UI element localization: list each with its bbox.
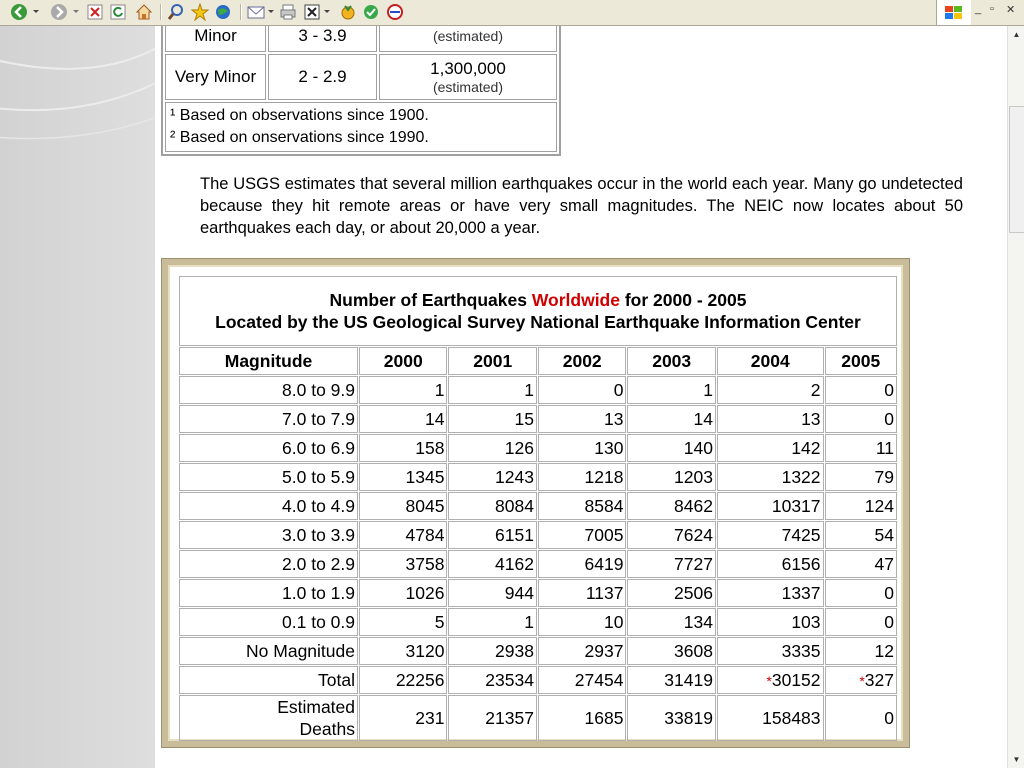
count-cell: 124 [825,492,897,520]
magnitude-range: No Magnitude [179,637,358,665]
scroll-down-icon[interactable]: ▼ [1012,755,1021,764]
magnitude-range: 7.0 to 7.9 [179,405,358,433]
forward-icon[interactable] [48,3,70,21]
table-row [179,405,897,433]
asterisk-mark: * [859,672,865,689]
search-icon[interactable] [165,3,187,21]
refresh-icon[interactable] [108,3,128,21]
column-header: 2004 [717,347,824,375]
usgs-paragraph: The USGS estimates that several million earthquakes occur in the world each year. Many go undetected because they hit remote areas or have very small magnitudes. The NEIC now locates about 50 earthquakes each day, or about 20,000 a year. [200,175,963,237]
asterisk-mark: * [766,672,772,689]
count-cell: 1203 [627,463,715,491]
deaths-cell: 158483 [717,695,824,741]
count-cell: 13 [538,405,626,433]
column-header: Magnitude [179,347,358,375]
left-background [0,26,155,768]
count-cell: 4784 [359,521,447,549]
total-value: 27454 [574,669,624,690]
deaths-cell: 21357 [448,695,536,741]
table-body [179,376,897,665]
count-cell: 1026 [359,579,447,607]
count-cell: 5 [359,608,447,636]
total-cell [825,666,897,694]
count-cell: 1243 [448,463,536,491]
table-row [179,550,897,578]
count-cell: 2937 [538,637,626,665]
count-cell: 1 [448,376,536,404]
magnitude-range: 1.0 to 1.9 [179,579,358,607]
mail-dropdown-icon[interactable] [266,3,276,21]
count-cell: 1137 [538,579,626,607]
count-cell: 6156 [717,550,824,578]
count-cell: 2506 [627,579,715,607]
count-cell: 944 [448,579,536,607]
total-value: 31419 [664,669,713,690]
count-cell: 54 [825,521,897,549]
row-magnitude: 2 - 2.9 [268,54,377,100]
table-row [165,26,557,52]
total-label: Total [179,666,358,694]
count-cell: 14 [627,405,715,433]
count-cell: 0 [538,376,626,404]
count-cell: 6151 [448,521,536,549]
table-title: Number of Earthquakes Worldwide for 2000 - 2005 Located by the US Geological Survey National Earthquake Information Center [179,276,897,346]
count-cell: 158 [359,434,447,462]
count-cell: 126 [448,434,536,462]
deaths-cell: 1685 [538,695,626,741]
count-cell: 11 [825,434,897,462]
deaths-cell: 231 [359,695,447,741]
table-row [179,463,897,491]
column-header: 2002 [538,347,626,375]
count-cell: 8084 [448,492,536,520]
total-row [179,666,897,694]
column-header: 2000 [359,347,447,375]
magnitude-summary-table [161,26,561,156]
scroll-up-icon[interactable]: ▲ [1012,30,1021,39]
minimize-icon[interactable]: _ [975,3,982,15]
page-content [155,26,1007,768]
header-row [179,347,897,375]
footnote: ¹ Based on observations since 1900. [170,107,429,124]
count-cell: 3608 [627,637,715,665]
count-cell: 10317 [717,492,824,520]
count-cell: 140 [627,434,715,462]
stop-icon[interactable] [85,3,105,21]
column-header: 2003 [627,347,715,375]
table-row [179,608,897,636]
count-cell: 1 [359,376,447,404]
count-cell: 1218 [538,463,626,491]
count-cell: 4162 [448,550,536,578]
table-row [179,521,897,549]
media-icon[interactable] [212,3,234,21]
table-row [165,102,557,152]
count-cell: 142 [717,434,824,462]
back-icon[interactable] [8,3,30,21]
count-cell: 79 [825,463,897,491]
magnitude-range: 5.0 to 5.9 [179,463,358,491]
mail-icon[interactable] [245,3,267,21]
column-header: 2005 [825,347,897,375]
messenger-icon[interactable] [337,3,359,21]
total-value: 30152 [771,669,821,690]
count-cell: 3335 [717,637,824,665]
deaths-cell: 0 [825,695,897,741]
count-cell: 8584 [538,492,626,520]
favorites-icon[interactable] [189,3,211,21]
table-row [179,579,897,607]
count-cell: 103 [717,608,824,636]
table-row [179,376,897,404]
total-cell [538,666,626,694]
vertical-scrollbar[interactable] [1007,26,1024,768]
total-cell [717,666,824,694]
total-value: 23534 [485,669,534,690]
print-icon[interactable] [277,3,299,21]
windows-logo-icon [936,0,971,25]
browser-toolbar [0,0,1024,26]
row-label: Minor [165,26,266,52]
forward-dropdown-icon[interactable] [71,3,81,21]
count-cell: 7624 [627,521,715,549]
count-cell: 1345 [359,463,447,491]
worldwide-highlight: Worldwide [531,290,620,310]
magnitude-range: 0.1 to 0.9 [179,608,358,636]
total-cell [359,666,447,694]
count-cell: 0 [825,405,897,433]
count-cell: 134 [627,608,715,636]
count-cell: 8462 [627,492,715,520]
count-cell: 10 [538,608,626,636]
table-subtitle: Located by the US Geological Survey National Earthquake Information Center [215,312,861,332]
count-cell: 1322 [717,463,824,491]
footnote: ² Based on onservations since 1990. [170,129,429,146]
count-cell: 8045 [359,492,447,520]
estimated-note: (estimated) [432,79,504,95]
title-row [179,276,897,346]
count-cell: 1 [627,376,715,404]
deaths-row [179,695,897,741]
count-cell: 7005 [538,521,626,549]
count-cell: 1 [448,608,536,636]
table-row [179,637,897,665]
total-cell [627,666,715,694]
magnitude-range: 3.0 to 3.9 [179,521,358,549]
home-icon[interactable] [133,3,155,21]
count-cell: 12 [825,637,897,665]
table-row [165,54,557,100]
restore-icon[interactable]: ▫ [990,3,994,15]
count-cell: 1337 [717,579,824,607]
close-icon[interactable]: ✕ [1006,4,1016,16]
count-cell: 7425 [717,521,824,549]
estimated-note: (estimated) [432,28,504,44]
count-cell: 14 [359,405,447,433]
table-row [179,492,897,520]
footnotes [165,102,557,152]
magnitude-range: 8.0 to 9.9 [179,376,358,404]
back-dropdown-icon[interactable] [31,3,41,21]
column-header: 2001 [448,347,536,375]
total-cell [448,666,536,694]
tool-icon[interactable] [360,3,382,21]
count-value: 1,300,000 [430,59,506,78]
total-value: 327 [864,669,894,690]
tool2-icon[interactable] [384,3,406,21]
count-cell: 7727 [627,550,715,578]
count-cell: 2 [717,376,824,404]
total-value: 22256 [395,669,445,690]
count-cell: 0 [825,608,897,636]
row-count [379,26,557,52]
edit-icon[interactable] [302,3,322,21]
row-magnitude: 3 - 3.9 [268,26,377,52]
magnitude-range: 2.0 to 2.9 [179,550,358,578]
magnitude-range: 6.0 to 6.9 [179,434,358,462]
count-cell: 6419 [538,550,626,578]
earthquake-table [178,275,898,742]
count-cell: 0 [825,579,897,607]
count-cell: 0 [825,376,897,404]
count-cell: 3758 [359,550,447,578]
magnitude-range: 4.0 to 4.9 [179,492,358,520]
count-cell: 15 [448,405,536,433]
count-cell: 2938 [448,637,536,665]
scrollbar-thumb[interactable] [1009,106,1024,233]
row-count [379,54,557,100]
deaths-cell: 33819 [627,695,715,741]
count-cell: 130 [538,434,626,462]
count-cell: 13 [717,405,824,433]
deaths-label: Estimated Deaths [179,695,358,741]
count-cell: 3120 [359,637,447,665]
count-cell: 47 [825,550,897,578]
edit-dropdown-icon[interactable] [322,3,332,21]
table-row [179,434,897,462]
earthquake-table-frame [161,258,910,748]
row-label: Very Minor [165,54,266,100]
